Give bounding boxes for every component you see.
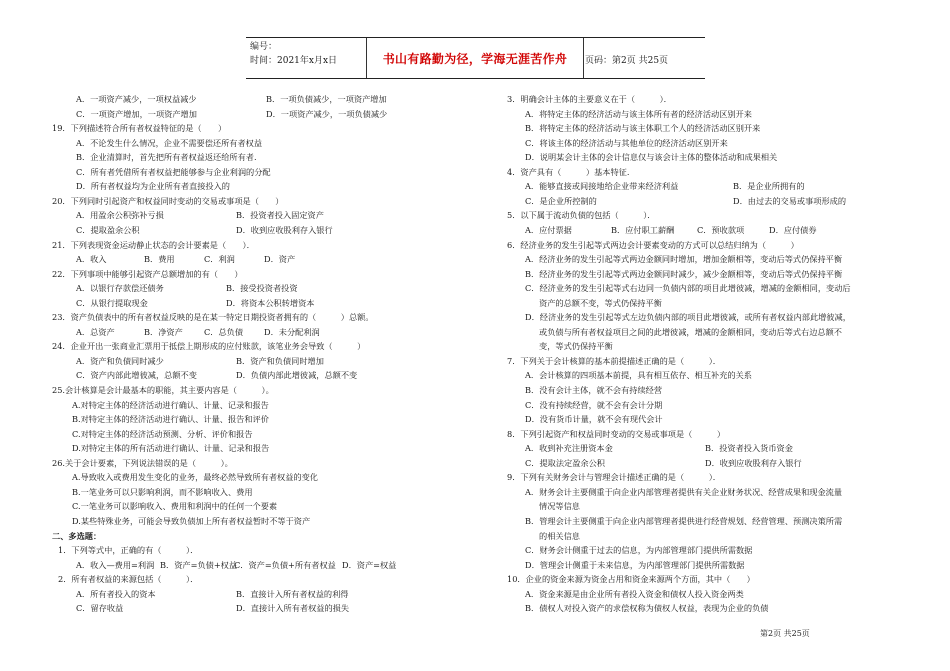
- text-line: 8．下列引起资产和权益同时变动的交易或事项是（ ）: [507, 428, 726, 439]
- text-line: 1．下列等式中，正确的有（ ）．: [58, 545, 199, 556]
- text-line: 23．资产负债表中的所有者权益反映的是在某一特定日期投资者拥有的（ ）总额。: [52, 312, 374, 323]
- text-line: C．资产内部此增彼减，总额不变: [76, 370, 197, 381]
- right-column: [507, 94, 927, 634]
- text-line: A．以银行存款偿还债务: [76, 283, 164, 294]
- text-line: 变，等式仍保持平衡: [539, 341, 613, 352]
- text-line: A．不论发生什么情况，企业不需要偿还所有者权益: [76, 137, 263, 148]
- header-divider: [366, 38, 367, 78]
- text-line: D．收到应收股利存入银行: [236, 224, 333, 235]
- text-line: D．管理会计侧重于未来信息，为内部管理部门提供所需数据: [525, 559, 745, 570]
- text-line: 的相关信息: [539, 530, 580, 541]
- text-line: 5．以下属于流动负债的包括（ ）．: [507, 210, 656, 221]
- text-line: B．是企业所拥有的: [733, 181, 805, 192]
- text-line: 2．所有者权益的来源包括（ ）．: [58, 574, 199, 585]
- text-line: A．经济业务的发生引起等式两边金额同时增加，增加金额相等，变动后等式仍保持平衡: [525, 254, 843, 265]
- text-line: D．没有货币计量，就不会有现代会计: [525, 414, 663, 425]
- text-line: B．投资者投入固定资产: [236, 210, 324, 221]
- text-line: 4．资产具有（ ）基本特征.: [507, 166, 630, 177]
- text-line: C．从银行提取现金: [76, 297, 148, 308]
- text-line: 或负债与所有者权益项目之间的此增彼减，增减的金额相同，变动后等式右边总额不: [539, 326, 842, 337]
- text-line: C．没有持续经营，就不会有会计分期: [525, 399, 663, 410]
- text-line: B．债权人对投入资产的求偿权称为债权人权益，表现为企业的负债: [525, 603, 769, 614]
- text-line: 21．下列表现资金运动静止状态的会计要素是（ ）．: [52, 239, 255, 250]
- text-line: C．提取法定盈余公积: [525, 457, 605, 468]
- text-line: D．资产: [264, 254, 296, 265]
- text-line: C．利润: [204, 254, 235, 265]
- text-line: B．接受投资者投资: [226, 283, 298, 294]
- page-header: [246, 37, 705, 79]
- text-line: B．直接计入所有者权益的利得: [236, 588, 349, 599]
- text-line: A．资金来源是由企业所有者投入资金和债权人投入资金两类: [525, 588, 744, 599]
- text-line: A．收入—费用=利润: [76, 559, 155, 570]
- text-line: 资产的总额不变，等式仍保持平衡: [539, 297, 662, 308]
- text-line: A.对特定主体的经济活动进行确认、计量、记录和报告: [72, 399, 269, 410]
- text-line: C．财务会计侧重于过去的信息，为内部管理部门提供所需数据: [525, 545, 753, 556]
- text-line: D．未分配利润: [264, 326, 320, 337]
- text-line: D．将资本公积转增资本: [226, 297, 315, 308]
- text-line: B．投资者投入货币资金: [705, 443, 793, 454]
- text-line: D．收到应收股利存入银行: [705, 457, 802, 468]
- text-line: A．收到补充注册资本金: [525, 443, 613, 454]
- text-line: 3．明确会计主体的主要意义在于（ ）．: [507, 94, 672, 104]
- text-line: 24．企业开出一张商业汇票用于抵偿上期形成的应付账款，该笔业务会导致（ ）: [52, 341, 366, 352]
- header-divider: [583, 38, 584, 78]
- text-line: C．提取盈余公积: [76, 224, 140, 235]
- text-line: 20．下列同时引起资产和权益同时变动的交易或事项是（ ）: [52, 195, 284, 206]
- document-number-label: 编号：: [250, 42, 278, 52]
- text-line: 25.会计核算是会计最基本的职能，其主要内容是（ ）。: [52, 385, 274, 395]
- text-line: D．由过去的交易或事项形成的: [733, 195, 847, 206]
- text-line: 6．经济业务的发生引起等式两边会计要素变动的方式可以总结归纳为（ ）: [507, 239, 799, 250]
- text-line: D．直接计入所有者权益的损失: [236, 603, 350, 614]
- text-line: C．留存收益: [76, 603, 124, 614]
- text-line: B．一项负债减少，一项资产增加: [266, 94, 387, 104]
- text-line: 情况等信息: [539, 501, 580, 512]
- text-line: 22．下列事项中能够引起资产总额增加的有（ ）: [52, 268, 243, 279]
- text-line: D．经济业务的发生引起等式左边负债内部的项目此增彼减，或所有者权益内部此增彼减，: [525, 312, 851, 323]
- text-line: D．负债内部此增彼减，总额不变: [236, 370, 358, 381]
- text-line: D.对特定主体的所有活动进行确认、计量、记录和报告: [72, 443, 270, 454]
- text-line: C．总负债: [204, 326, 244, 337]
- page-count-label: 页码：第2页 共25页: [585, 56, 669, 66]
- page-footer: 第2页 共25页: [760, 629, 810, 638]
- text-line: C.一笔业务可以影响收入、费用和利润中的任何一个要素: [72, 501, 278, 512]
- text-line: C．一项资产增加，一项资产增加: [76, 108, 197, 119]
- text-line: C．经济业务的发生引起等式右边同一负债内部的项目此增彼减，增减的金额相同，变动后: [525, 283, 851, 294]
- text-line: C.对特定主体的经济活动预测、分析、评价和报告: [72, 428, 253, 439]
- text-line: D．资产=权益: [342, 559, 397, 570]
- text-line: B．将特定主体的经济活动与该主体职工个人的经济活动区别开来: [525, 123, 761, 134]
- text-line: B．企业清算时，首先把所有者权益返还给所有者.: [76, 152, 257, 163]
- text-line: A．一项资产减少，一项权益减少: [76, 94, 197, 104]
- text-line: B.对特定主体的经济活动进行确认、计量、报告和评价: [72, 414, 269, 425]
- text-line: B．经济业务的发生引起等式两边金额同时减少，减少金额相等，变动后等式仍保持平衡: [525, 268, 843, 279]
- text-line: A．用盈余公积弥补亏损: [76, 210, 164, 221]
- time-label: 时间：2021年x月x日: [250, 56, 338, 66]
- text-line: 二、多选题：: [52, 530, 102, 541]
- text-line: A．资产和负债同时减少: [76, 355, 164, 366]
- text-line: D.某些特殊业务，可能会导致负债加上所有者权益暂时不等于资产: [72, 515, 311, 526]
- left-column: [52, 94, 462, 634]
- text-line: 26.关于会计要素，下列说法错误的是（ ）。: [52, 457, 233, 468]
- text-line: 19．下列描述符合所有者权益特征的是（ ）: [52, 123, 227, 134]
- text-line: A．收入: [76, 254, 107, 265]
- text-line: A．能够直接或间接地给企业带来经济利益: [525, 181, 679, 192]
- text-line: C．将该主体的经济活动与其他单位的经济活动区别开来: [525, 137, 728, 148]
- text-line: 9．下列有关财务会计与管理会计描述正确的是（ ）．: [507, 472, 721, 483]
- text-line: B．净资产: [144, 326, 183, 337]
- text-line: D．应付债券: [769, 224, 817, 235]
- text-line: A．会计核算的四项基本前提，具有相互依存、相互补充的关系: [525, 370, 752, 381]
- header-motto: 书山有路勤为径，学海无涯苦作舟: [382, 52, 568, 66]
- text-line: D．说明某会计主体的会计信息仅与该会计主体的整体活动和成果相关: [525, 152, 778, 163]
- text-line: C．所有者凭借所有者权益把能够参与企业利润的分配: [76, 166, 271, 177]
- text-line: B．资产和负债同时增加: [236, 355, 324, 366]
- text-line: A．应付票据: [525, 224, 572, 235]
- text-line: A．所有者投入的资本: [76, 588, 156, 599]
- text-line: D．一项资产减少，一项负债减少: [266, 108, 388, 119]
- text-line: 10．企业的资金来源为资金占用和资金来源两个方面，其中（ ）: [507, 574, 755, 585]
- text-line: A．总资产: [76, 326, 115, 337]
- text-line: 7．下列关于会计核算的基本前提描述正确的是（ ）．: [507, 355, 721, 366]
- text-line: B.一笔业务可以只影响利润，而不影响收入、费用: [72, 486, 253, 497]
- text-line: B．资产=负债+权益: [160, 559, 238, 570]
- text-line: A．将特定主体的经济活动与该主体所有者的经济活动区别开来: [525, 108, 752, 119]
- text-line: A.导致收入或费用发生变化的业务，最终必然导致所有者权益的变化: [72, 472, 318, 483]
- text-line: B．应付职工薪酬: [611, 224, 675, 235]
- text-line: C．资产=负债+所有者权益: [234, 559, 336, 570]
- text-line: B．管理会计主要侧重于向企业内部管理者提供进行经营规划、经营管理、预测决策所需: [525, 515, 843, 526]
- text-line: C．是企业所控制的: [525, 195, 597, 206]
- text-line: B．没有会计主体，就不会有持续经营: [525, 385, 663, 395]
- text-line: A．财务会计主要侧重于向企业内部管理者提供有关企业财务状况、经营成果和现金流量: [525, 486, 843, 497]
- text-line: D．所有者权益均为企业所有者直接投入的: [76, 181, 230, 192]
- text-line: C．预收款项: [697, 224, 745, 235]
- text-line: B．费用: [144, 254, 175, 265]
